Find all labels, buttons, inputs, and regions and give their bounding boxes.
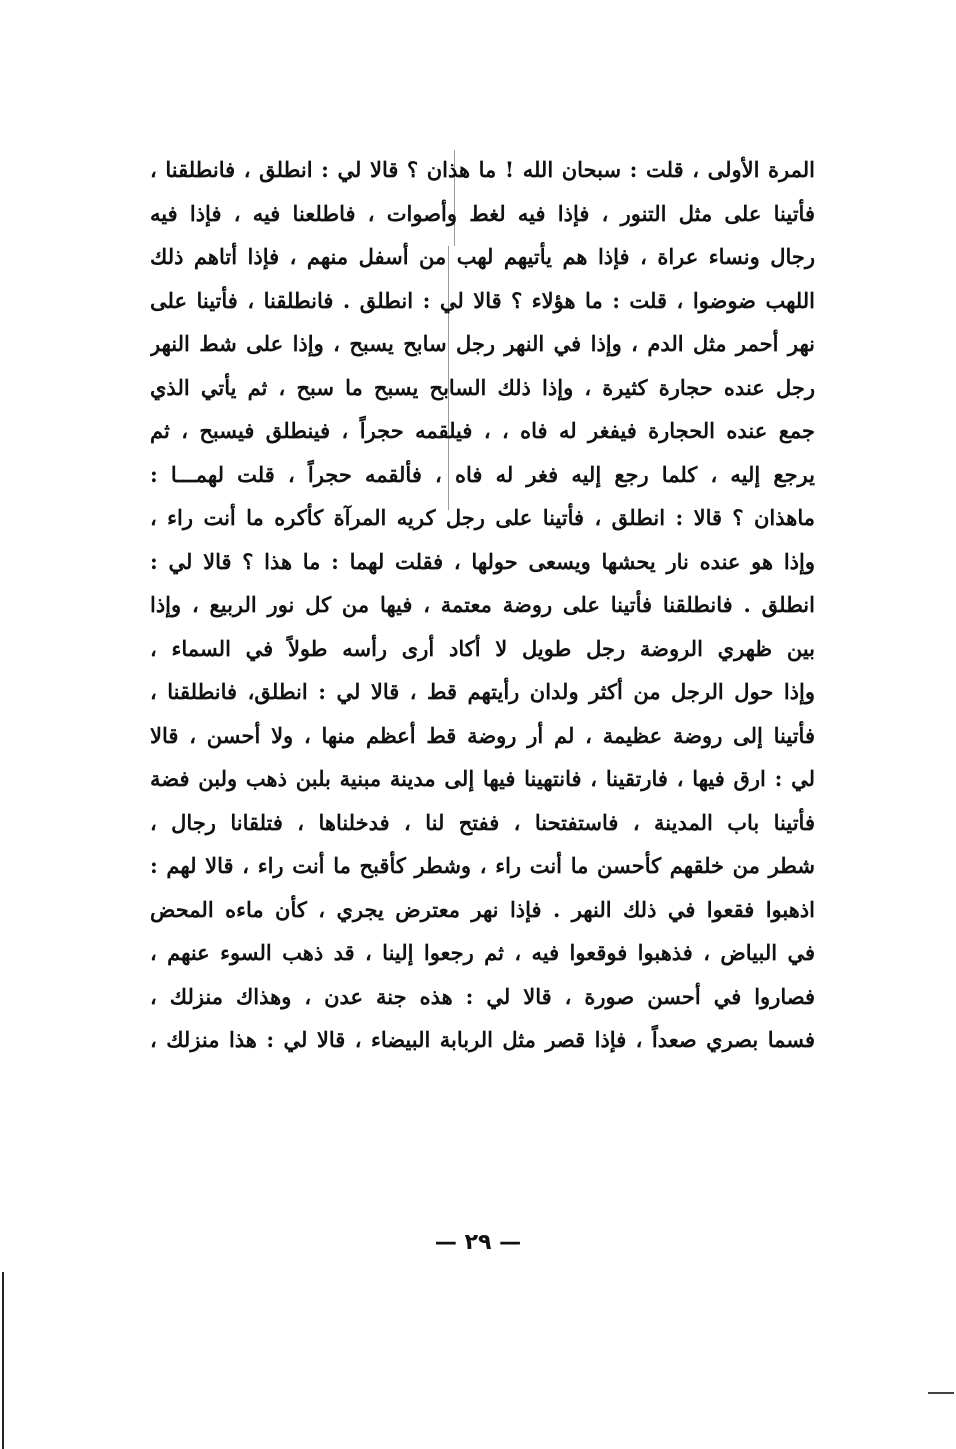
scan-edge-mark-right xyxy=(928,1392,954,1394)
text-line: في البياض ، فذهبوا فوقعوا فيه ، ثم رجعوا إلينا ، قد ذهب السوء عنهم ، xyxy=(150,940,815,965)
text-line: لي : ارق فيها ، فارتقينا ، فانتهينا فيها إلى مدينة مبنية بلبن ذهب ولبن فضة xyxy=(150,766,815,791)
page-number: — ٢٩ — xyxy=(434,1230,522,1255)
text-line: نهر أحمر مثل الدم ، وإذا في النهر رجل سابح يسبح ، وإذا على شط النهر xyxy=(150,331,815,356)
text-line: اللهب ضوضوا ، قلت : ما هؤلاء ؟ قالا لي : انطلق . فانطلقنا ، فأتينا على xyxy=(150,287,815,313)
text-line: فأتينا على مثل التنور ، فإذا فيه لغط وأصوات ، فاطلعنا فيه ، فإذا فيه xyxy=(150,200,815,226)
text-line: فأتينا إلى روضة عظيمة ، لم أر روضة قط أعظم منها ، ولا أحسن ، قالا xyxy=(150,722,815,748)
body-text xyxy=(150,148,815,1062)
text-line: شطر من خلقهم كأحسن ما أنت راء ، وشطر كأقبح ما أنت راء ، قالا لهم : xyxy=(150,853,815,878)
text-line: اذهبوا فقعوا في ذلك النهر . فإذا نهر معترض يجري ، كأن ماءه المحض xyxy=(150,896,815,922)
text-line: انطلق . فانطلقنا فأتينا على روضة معتمة ، فيها من كل نور الربيع ، وإذا xyxy=(150,592,815,617)
text-line: جمع عنده الحجارة فيفغر له فاه ، ، فيلقمه حجراً ، فينطلق فيسبح ، ثم xyxy=(150,418,815,443)
text-line: يرجع إليه ، كلما رجع إليه فغر له فاه ، فألقمه حجراً ، قلت لهمـــا : xyxy=(150,461,815,487)
text-line: ماهذان ؟ قالا : انطلق ، فأتينا على رجل كريه المرآة كأكره ما أنت راء ، xyxy=(150,505,815,530)
text-line: فسما بصري صعداً ، فإذا قصر مثل الربابة البيضاء ، قالا لي : هذا منزلك ، xyxy=(150,1027,815,1052)
text-line: المرة الأولى ، قلت : سبحان الله ! ما هذان ؟ قالا لي : انطلق ، فانطلقنا ، xyxy=(150,157,815,182)
text-line: رجال ونساء عراة ، فإذا هم يأتيهم لهب من أسفل منهم ، فإذا أتاهم ذلك xyxy=(150,244,815,269)
text-line: بين ظهري الروضة رجل طويل لا أكاد أرى رأسه طولاً في السماء ، xyxy=(150,635,815,661)
text-line: وإذا هو عنده نار يحشها ويسعى حولها ، فقلت لهما : ما هذا ؟ قالا لي : xyxy=(150,548,815,574)
text-line: فصاروا في أحسن صورة ، قالا لي : هذه جنة عدن ، وهذاك منزلك ، xyxy=(150,983,815,1009)
text-line: فأتينا باب المدينة ، فاستفتحنا ، ففتح لنا ، فدخلناها ، فتلقانا رجال ، xyxy=(150,809,815,835)
text-line: وإذا حول الرجل من أكثر ولدان رأيتهم قط ، قالا لي : انطلق، فانطلقنا ، xyxy=(150,679,815,704)
scan-edge-mark-left xyxy=(2,1272,4,1449)
text-line: رجل عنده حجارة كثيرة ، وإذا ذلك السابح يسبح ما سبح ، ثم يأتي الذي xyxy=(150,374,815,400)
